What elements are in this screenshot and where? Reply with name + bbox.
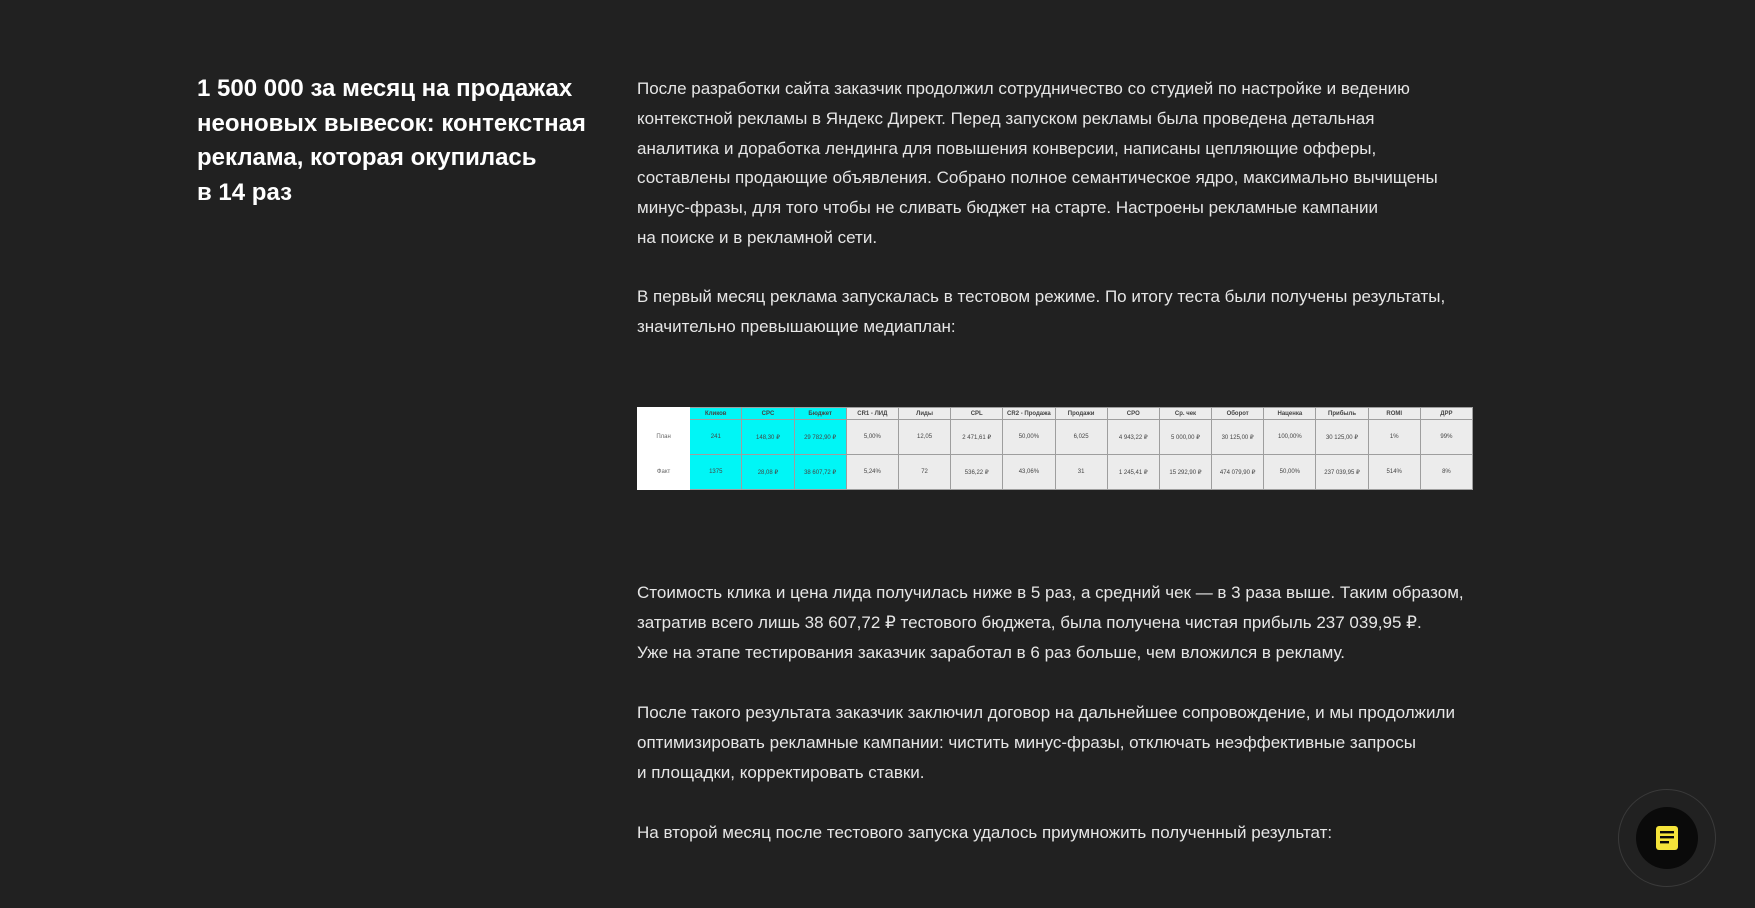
table-cell: 5,24% bbox=[846, 455, 898, 490]
table-cell: 5 000,00 ₽ bbox=[1159, 420, 1211, 455]
text-line: и площадки, корректировать ставки. bbox=[637, 762, 925, 782]
table-cell: 30 125,00 ₽ bbox=[1212, 420, 1264, 455]
header-cell: ДРР bbox=[1420, 408, 1472, 420]
text-line: Стоимость клика и цена лида получилась ниже в 5 раз, а средний чек — в 3 раза выше. Таким образом, bbox=[637, 583, 1464, 602]
header-cell: CPL bbox=[951, 408, 1003, 420]
table-cell: 514% bbox=[1368, 455, 1420, 490]
paragraph-setup bbox=[637, 74, 1438, 253]
article-title-line: неоновых вывесок: контекстная bbox=[197, 109, 586, 137]
header-cell: Наценка bbox=[1264, 408, 1316, 420]
header-cell: Лиды bbox=[898, 408, 950, 420]
article-title bbox=[197, 72, 597, 210]
text-line: оптимизировать рекламные кампании: чистить минус-фразы, отключать неэффективные запросы bbox=[637, 732, 1416, 752]
text-line: значительно превышающие медиаплан: bbox=[637, 316, 956, 336]
header-cell: CR2 - Продажа bbox=[1003, 408, 1055, 420]
header-cell bbox=[638, 408, 690, 420]
text-line: аналитика и доработка лендинга для повышения конверсии, написаны цепляющие офферы, bbox=[637, 138, 1377, 158]
table-cell: 31 bbox=[1055, 455, 1107, 490]
row-label: Факт bbox=[638, 455, 690, 490]
header-cell: CPC bbox=[742, 408, 794, 420]
article-title-line: реклама, которая окупилась bbox=[197, 144, 537, 171]
header-cell: Бюджет bbox=[794, 408, 846, 420]
header-cell: Ср. чек bbox=[1159, 408, 1211, 420]
text-line: После разработки сайта заказчик продолжил сотрудничество со студией по настройке и ведению bbox=[637, 79, 1410, 98]
table-cell: 474 079,90 ₽ bbox=[1212, 455, 1264, 490]
table-cell: 99% bbox=[1420, 420, 1472, 455]
table-cell: 1 245,41 ₽ bbox=[1107, 455, 1159, 490]
header-cell: Оборот bbox=[1212, 408, 1264, 420]
table-cell: 4 943,22 ₽ bbox=[1107, 420, 1159, 455]
header-cell: Прибыль bbox=[1316, 408, 1368, 420]
table-cell: 1% bbox=[1368, 420, 1420, 455]
text-line: В первый месяц реклама запускалась в тестовом режиме. По итогу теста были получены результаты, bbox=[637, 287, 1446, 306]
table-cell: 29 782,90 ₽ bbox=[794, 420, 846, 455]
text-line: Уже на этапе тестирования заказчик заработал в 6 раз больше, чем вложился в рекламу. bbox=[637, 642, 1345, 662]
table-cell: 148,30 ₽ bbox=[742, 420, 794, 455]
table-header-row bbox=[638, 408, 1473, 420]
header-cell: Кликов bbox=[690, 408, 742, 420]
table-cell: 1375 bbox=[690, 455, 742, 490]
paragraph-test-month bbox=[637, 282, 1445, 342]
table-cell: 43,06% bbox=[1003, 455, 1055, 490]
table-cell: 8% bbox=[1420, 455, 1472, 490]
notes-fab-button[interactable] bbox=[1618, 789, 1716, 887]
table-cell: 50,00% bbox=[1003, 420, 1055, 455]
table-cell: 38 607,72 ₽ bbox=[794, 455, 846, 490]
text-line: составлены продающие объявления. Собрано полное семантическое ядро, максимально вычищены bbox=[637, 168, 1438, 188]
table-cell: 241 bbox=[690, 420, 742, 455]
table-cell: 72 bbox=[898, 455, 950, 490]
header-cell: Продажи bbox=[1055, 408, 1107, 420]
header-cell: CR1 - ЛИД bbox=[846, 408, 898, 420]
paragraph-results bbox=[637, 578, 1464, 667]
table-row-plan bbox=[638, 420, 1473, 455]
text-line: на поиске и в рекламной сети. bbox=[637, 227, 878, 247]
text-line: затратив всего лишь 38 607,72 ₽ тестового бюджета, была получена чистая прибыль 237 039,95 ₽. bbox=[637, 612, 1422, 632]
article-title-line: 1 500 000 за месяц на продажах bbox=[197, 75, 573, 102]
mediaplan-table-image bbox=[637, 407, 1473, 488]
text-line: контекстной рекламы в Яндекс Директ. Перед запуском рекламы была проведена детальная bbox=[637, 108, 1375, 128]
mediaplan-table bbox=[637, 407, 1473, 490]
table-cell: 536,22 ₽ bbox=[951, 455, 1003, 490]
table-row-fact bbox=[638, 455, 1473, 490]
header-cell: ROMI bbox=[1368, 408, 1420, 420]
notes-icon bbox=[1655, 825, 1679, 851]
text-line: минус-фразы, для того чтобы не сливать бюджет на старте. Настроены рекламные кампании bbox=[637, 198, 1378, 218]
text-line: На второй месяц после тестового запуска удалось приумножить полученный результат: bbox=[637, 823, 1333, 842]
text-line: После такого результата заказчик заключил договор на дальнейшее сопровождение, и мы продолжили bbox=[637, 703, 1455, 722]
table-cell: 30 125,00 ₽ bbox=[1316, 420, 1368, 455]
header-cell: CPO bbox=[1107, 408, 1159, 420]
table-cell: 2 471,61 ₽ bbox=[951, 420, 1003, 455]
table-cell: 6,025 bbox=[1055, 420, 1107, 455]
table-cell: 5,00% bbox=[846, 420, 898, 455]
notes-fab-inner[interactable] bbox=[1636, 807, 1698, 869]
table-cell: 237 039,95 ₽ bbox=[1316, 455, 1368, 490]
table-cell: 15 292,90 ₽ bbox=[1159, 455, 1211, 490]
table-cell: 100,00% bbox=[1264, 420, 1316, 455]
row-label: План bbox=[638, 420, 690, 455]
paragraph-continuation bbox=[637, 698, 1455, 787]
table-cell: 12,05 bbox=[898, 420, 950, 455]
paragraph-second-month bbox=[637, 818, 1332, 848]
article-title-line: в 14 раз bbox=[197, 178, 293, 206]
table-cell: 50,00% bbox=[1264, 455, 1316, 490]
table-cell: 28,08 ₽ bbox=[742, 455, 794, 490]
